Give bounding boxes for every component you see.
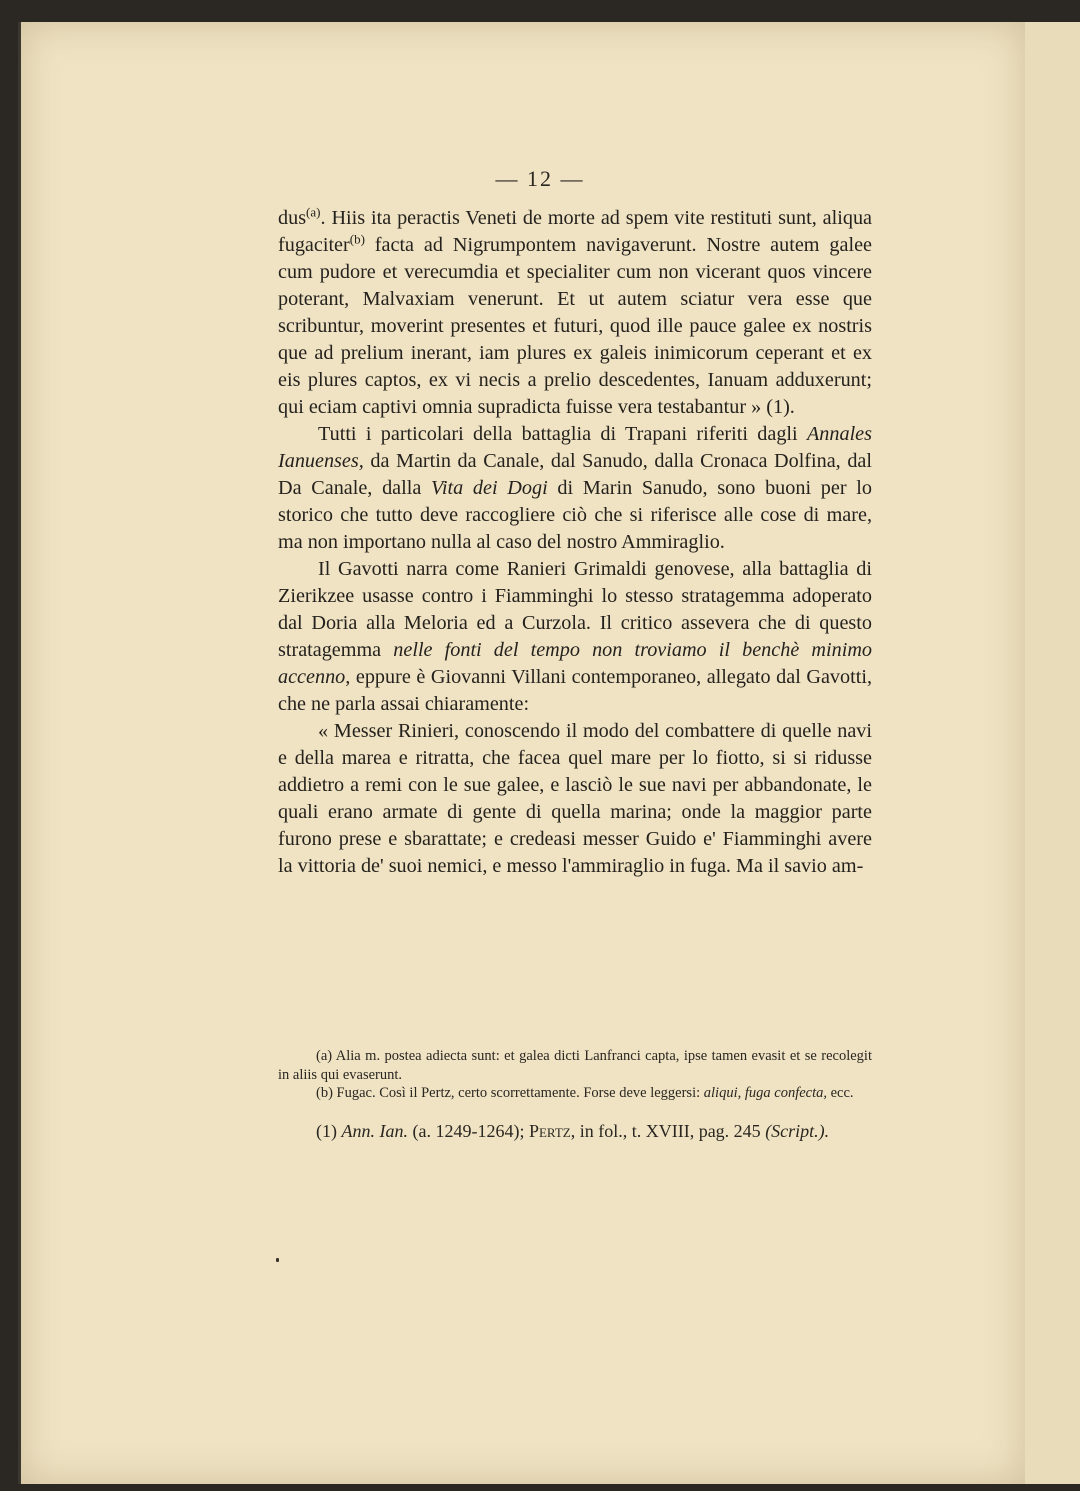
- paragraph-4-quote: « Messer Rinieri, conoscendo il modo del combattere di quelle navi e della marea e ritratta, che facea quel mare per lo fiotto, si si ridusse addietro a remi con le sue galee, e lasciò le sue navi per abbandonate, le quali erano armate di gente di quella marina; onde la maggior parte furono prese e sbarattate; e credeasi messer Guido e' Fiamminghi avere la vittoria de' suoi nemici, e messo l'ammiraglio in fuga. Ma il savio am-: [278, 720, 872, 877]
- footnote-numbered-block: [278, 1119, 872, 1143]
- adjacent-page-edge: [1022, 22, 1080, 1484]
- footnote-ref-a: (a): [306, 204, 321, 220]
- footnote-1-text-b: , in fol., t. XVIII, pag. 245: [570, 1120, 766, 1141]
- p3-text-b: eppure è Giovanni Villani contemporaneo, allegato dal Gavotti, che ne parla assai chiaramente:: [278, 666, 872, 715]
- footnote-b-italic: aliqui, fuga confecta,: [703, 1085, 827, 1101]
- footnote-b: [278, 1084, 872, 1103]
- ink-speck: [276, 1258, 279, 1262]
- paragraph-2: [278, 421, 872, 556]
- p2-text-a: Tutti i particolari della battaglia di Trapani riferiti dagli: [318, 423, 807, 445]
- footnote-1-num: (1): [316, 1120, 342, 1141]
- footnotes: [278, 1047, 872, 1143]
- footnote-1-script: (Script.).: [765, 1120, 830, 1141]
- p1-text-c: facta ad Nigrumpontem navigaverunt. Nostre autem galee cum pudore et verecumdia et specialiter cum non vicerant quos vincere poterant, Malvaxiam venerunt. Et ut autem sciatur vera esse que scribuntur, moverint presentes et futuri, quod ille pauce galee ex nostris que ad prelium inerant, iam plures ex galeis inimicorum ceperant et ex eis plures captos, ex vi necis a prelio descedentes, Ianuam adduxerunt; qui eciam captivi omnia supradicta fuisse vera testabantur » (1).: [278, 234, 872, 418]
- footnote-1-source: Ann. Ian.: [341, 1120, 408, 1141]
- p1-text-b: . Hiis ita peractis Veneti de morte ad spem vite restituti sunt, aliqua fugaciter: [278, 207, 872, 256]
- p2-italic-title-1: Annales Ianuenses,: [278, 423, 872, 472]
- paragraph-1: [278, 205, 872, 421]
- p2-text-b: da Martin da Canale, dal Sanudo, dalla Cronaca Dolfina, dal Da Canale, dalla: [278, 450, 872, 499]
- p2-text-c: di Marin Sanudo, sono buoni per lo storico che tutto deve raccogliere ciò che si riferisce alle cose di mare, ma non importano nulla al caso del nostro Ammiraglio.: [278, 477, 873, 553]
- footnote-b-end: ecc.: [827, 1085, 854, 1101]
- body-text: [278, 205, 872, 880]
- page-number: — 12 —: [495, 166, 585, 191]
- footnote-1-author: Pertz: [528, 1120, 571, 1141]
- footnote-a: (a) Alia m. postea adiecta sunt: et galea dicti Lanfranci capta, ipse tamen evasit et se recolegit in aliis qui evaserunt.: [278, 1048, 872, 1083]
- p3-italic-phrase: nelle fonti del tempo non troviamo il benchè minimo accenno,: [278, 639, 872, 688]
- footnote-1-text-a: (a. 1249-1264);: [408, 1120, 529, 1141]
- footnote-1: [278, 1119, 872, 1143]
- paragraph-3: [278, 556, 872, 718]
- p3-text-a: Il Gavotti narra come Ranieri Grimaldi genovese, alla battaglia di Zierikzee usasse contro i Fiamminghi lo stesso stratagemma adoperato dal Doria alla Meloria ed a Curzola. Il critico assevera che di questo stratagemma: [278, 558, 872, 661]
- footnote-ref-b: (b): [349, 231, 365, 247]
- p2-italic-title-2: Vita dei Dogi: [431, 477, 548, 499]
- footnote-b-text: (b) Fugac. Così il Pertz, certo scorrettamente. Forse deve leggersi:: [316, 1085, 704, 1101]
- p1-text-a: dus: [278, 207, 307, 229]
